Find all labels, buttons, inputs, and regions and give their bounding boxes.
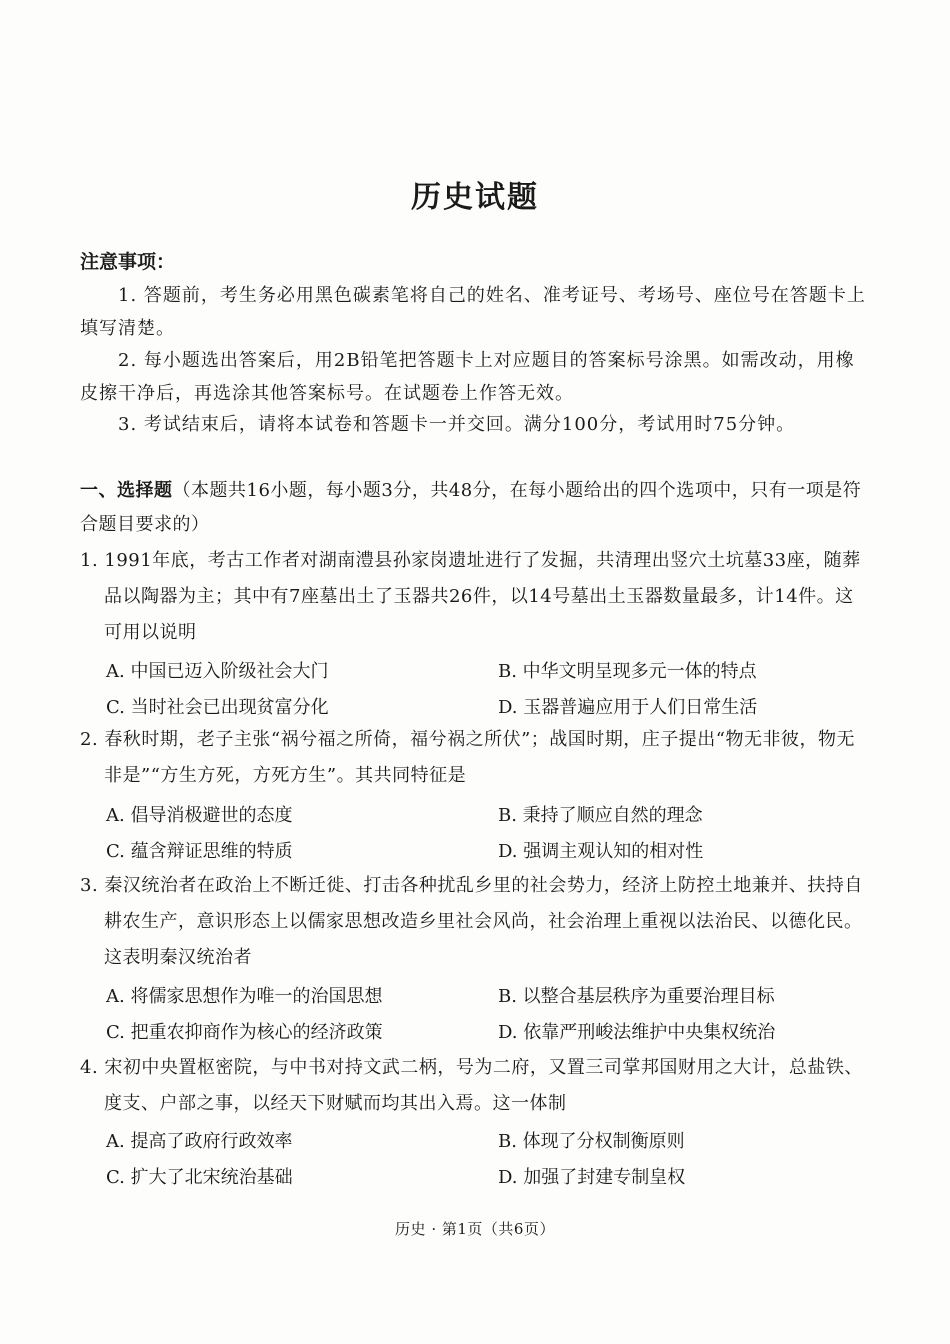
question-2 <box>80 722 872 794</box>
notice-heading: 注意事项： <box>80 251 176 273</box>
option-a: A. 中国已迈入阶级社会大门 <box>106 661 329 682</box>
option-c: C. 蕴含辩证思维的特质 <box>106 841 293 862</box>
option-d: D. 加强了封建专制皇权 <box>498 1167 686 1188</box>
question-text: 2. 春秋时期，老子主张“祸兮福之所倚，福兮祸之所伏”；战国时期，庄子提出“物无非彼，物无非是”“方生方死，方死方生”。其共同特征是 <box>80 729 855 786</box>
question-4 <box>80 1050 872 1122</box>
option-b: B. 体现了分权制衡原则 <box>498 1131 685 1152</box>
notice-item-3: 3. 考试结束后，请将本试卷和答题卡一并交回。满分100分，考试用时75分钟。 <box>118 414 796 435</box>
option-c: C. 扩大了北宋统治基础 <box>106 1167 293 1188</box>
question-1 <box>80 543 872 651</box>
notice-item-2: 2. 每小题选出答案后，用2B铅笔把答题卡上对应题目的答案标号涂黑。如需改动，用橡皮擦干净后，再选涂其他答案标号。在试题卷上作答无效。 <box>80 350 855 404</box>
section-header <box>80 474 872 542</box>
section-label: 一、选择题 <box>80 480 173 501</box>
option-a: A. 倡导消极避世的态度 <box>106 805 293 826</box>
section-desc: （本题共16小题，每小题3分，共48分，在每小题给出的四个选项中，只有一项是符合题目要求的） <box>80 480 862 535</box>
option-a: A. 将儒家思想作为唯一的治国思想 <box>106 986 383 1007</box>
option-d: D. 强调主观认知的相对性 <box>498 841 704 862</box>
question-3 <box>80 868 872 976</box>
page-footer: 历史 · 第1页（共6页） <box>395 1220 555 1238</box>
option-d: D. 玉器普遍应用于人们日常生活 <box>498 697 758 718</box>
question-text: 3. 秦汉统治者在政治上不断迁徙、打击各种扰乱乡里的社会势力，经济上防控土地兼并、扶持自耕农生产，意识形态上以儒家思想改造乡里社会风尚，社会治理上重视以法治民、以德化民。这表明秦汉统治者 <box>80 875 863 968</box>
option-d: D. 依靠严刑峻法维护中央集权统治 <box>498 1022 776 1043</box>
option-a: A. 提高了政府行政效率 <box>106 1131 293 1152</box>
option-b: B. 中华文明呈现多元一体的特点 <box>498 661 757 682</box>
notice-item-1: 1. 答题前，考生务必用黑色碳素笔将自己的姓名、准考证号、考场号、座位号在答题卡上填写清楚。 <box>80 285 866 339</box>
option-c: C. 把重农抑商作为核心的经济政策 <box>106 1022 383 1043</box>
question-text: 1. 1991年底，考古工作者对湖南澧县孙家岗遗址进行了发掘，共清理出竖穴土坑墓33座，随葬品以陶器为主；其中有7座墓出土了玉器共26件，以14号墓出土玉器数量最多，计14件。这可用以说明 <box>80 550 861 643</box>
page-title: 历史试题 <box>411 180 539 215</box>
option-b: B. 秉持了顺应自然的理念 <box>498 805 703 826</box>
question-text: 4. 宋初中央置枢密院，与中书对持文武二柄，号为二府，又置三司掌邦国财用之大计，总盐铁、度支、户部之事，以经天下财赋而均其出入焉。这一体制 <box>80 1057 863 1114</box>
option-c: C. 当时社会已出现贫富分化 <box>106 697 329 718</box>
option-b: B. 以整合基层秩序为重要治理目标 <box>498 986 775 1007</box>
